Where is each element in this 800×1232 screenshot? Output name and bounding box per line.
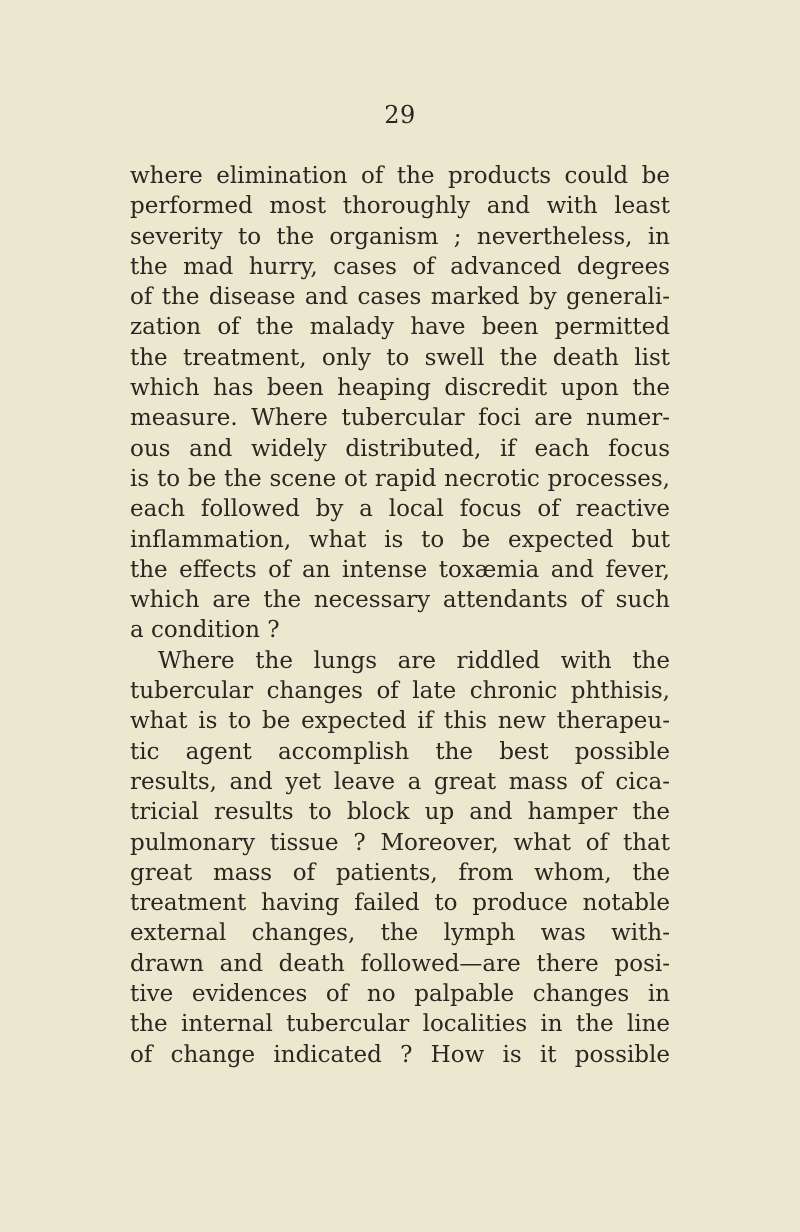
body-text — [130, 161, 670, 1070]
text-line: tubercular changes of late chronic phthisis, — [130, 678, 670, 705]
text-line: external changes, the lymph was with- — [130, 920, 670, 947]
text-line: tricial results to block up and hamper the — [130, 799, 670, 826]
text-line: where elimination of the products could be — [130, 163, 670, 189]
text-line: measure. Where tubercular foci are numer- — [130, 405, 670, 432]
text-line: is to be the scene ot rapid necrotic processes, — [130, 465, 670, 492]
text-line: each followed by a local focus of reactive — [130, 496, 670, 523]
text-line: of the disease and cases marked by generali- — [130, 284, 670, 311]
text-line: the treatment, only to swell the death list — [130, 344, 670, 371]
text-line: severity to the organism ; nevertheless, in — [130, 223, 670, 250]
text-line: pulmonary tissue ? Moreover, what of that — [130, 829, 670, 856]
text-line: ous and widely distributed, if each focus — [130, 435, 670, 462]
text-line: great mass of patients, from whom, the — [130, 859, 670, 886]
text-line: zation of the malady have been permitted — [130, 314, 670, 341]
text-line: results, and yet leave a great mass of cica- — [130, 768, 670, 795]
text-line: the internal tubercular localities in the line — [130, 1011, 670, 1038]
text-line: tive evidences of no palpable changes in — [130, 981, 670, 1008]
text-line: which has been heaping discredit upon the — [130, 375, 670, 402]
text-line: drawn and death followed—are there posi- — [130, 950, 670, 977]
text-line: inflammation, what is to be expected but — [130, 526, 670, 553]
text-line: of change indicated ? How is it possible — [130, 1041, 670, 1068]
text-line: what is to be expected if this new therapeu- — [130, 708, 670, 735]
text-line: the effects of an intense toxæmia and fever, — [130, 556, 670, 583]
paragraph-end-line: a condition ? — [130, 617, 280, 644]
paragraph-start-line: Where the lungs are riddled with the — [158, 647, 670, 674]
text-line: tic agent accomplish the best possible — [130, 738, 670, 765]
text-line: performed most thoroughly and with least — [130, 193, 670, 220]
text-line: which are the necessary attendants of such — [130, 587, 670, 614]
text-line: treatment having failed to produce notable — [130, 890, 670, 917]
text-line: the mad hurry, cases of advanced degrees — [130, 253, 670, 280]
page-number: 29 — [384, 101, 416, 129]
